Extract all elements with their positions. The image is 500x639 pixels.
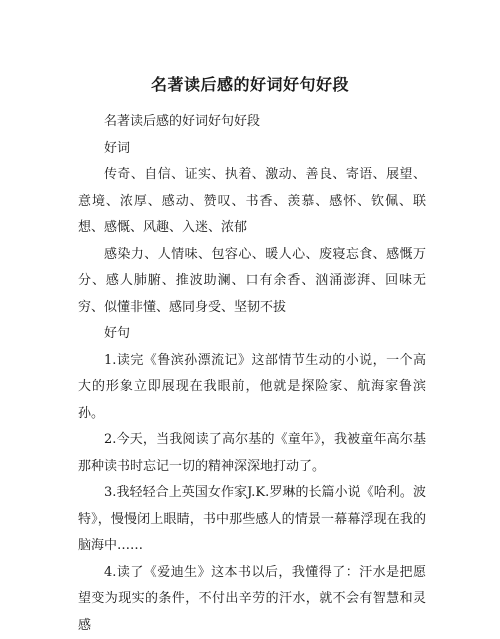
sentence-paragraph: 3.我轻轻合上英国女作家J.K.罗琳的长篇小说《哈利。波特》，慢慢闭上眼睛，书中那些感人的情景一幕幕浮现在我的脑海中…… xyxy=(78,480,426,560)
good-words-paragraph: 传奇、自信、证实、执着、激动、善良、寄语、展望、意境、浓厚、感动、赞叹、书香、羡慕、感怀、钦佩、联想、感慨、风趣、入迷、浓郁 xyxy=(78,162,426,242)
page-title: 名著读后感的好词好句好段 xyxy=(0,73,500,97)
intro-paragraph: 名著读后感的好词好句好段 xyxy=(78,109,426,136)
sentence-paragraph: 4.读了《爱迪生》这本书以后，我懂得了：汗水是把愿望变为现实的条件，不付出辛劳的汗水，就不会有智慧和灵感 xyxy=(78,560,426,639)
document-body xyxy=(78,109,426,639)
sentence-paragraph: 1.读完《鲁滨孙漂流记》这部情节生动的小说，一个高大的形象立即展现在我眼前，他就是探险家、航海家鲁滨孙。 xyxy=(78,348,426,428)
good-sentences-heading: 好句 xyxy=(78,321,426,348)
good-words-heading: 好词 xyxy=(78,136,426,163)
sentence-paragraph: 2.今天，当我阅读了高尔基的《童年》，我被童年高尔基那种读书时忘记一切的精神深深地打动了。 xyxy=(78,427,426,480)
good-words-paragraph: 感染力、人情味、包容心、暖人心、废寝忘食、感慨万分、感人肺腑、推波助澜、口有余香、汹涌澎湃、回味无穷、似懂非懂、感同身受、坚韧不拔 xyxy=(78,242,426,322)
